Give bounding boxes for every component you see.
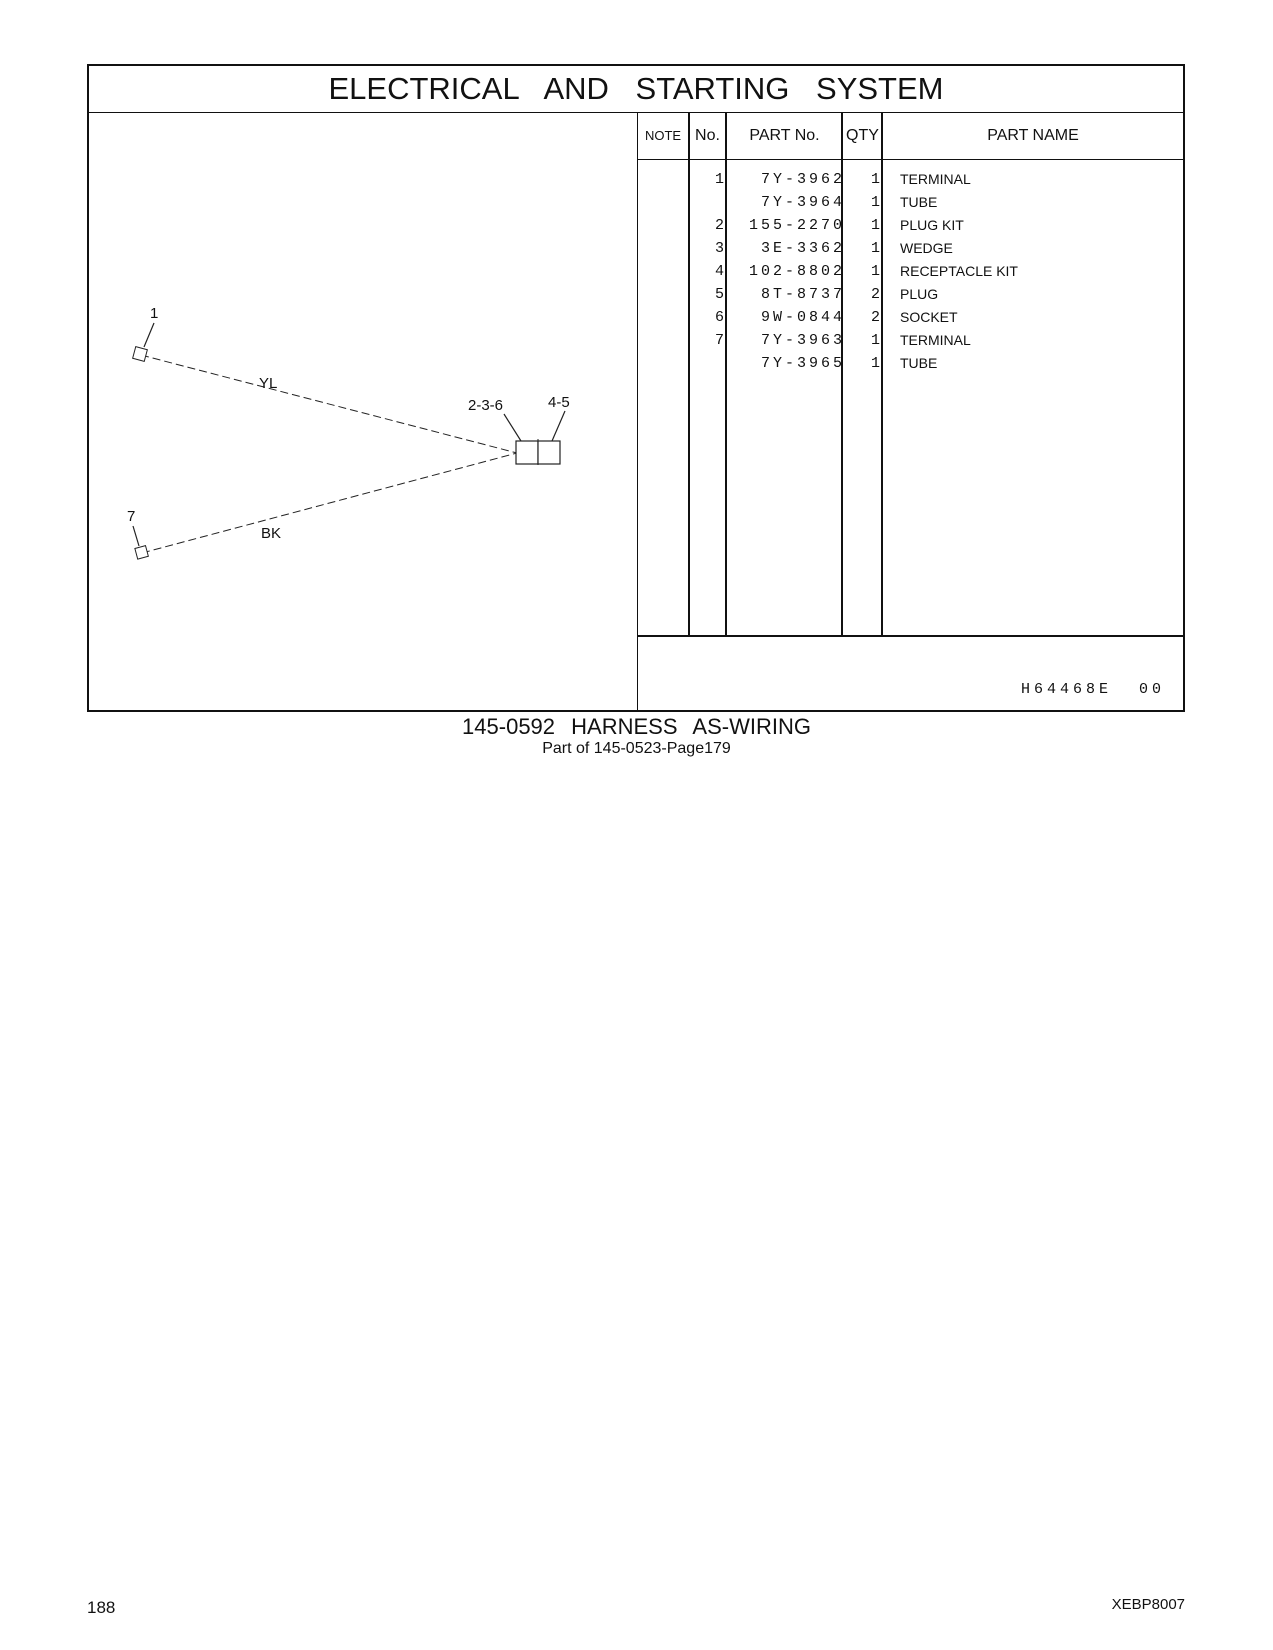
callout-4-5: 4-5 <box>548 394 570 411</box>
row-part-name: WEDGE <box>900 240 953 256</box>
terminal-7-shape <box>135 546 148 559</box>
wire-label-bk: BK <box>261 525 282 542</box>
row-part-name: TUBE <box>900 194 938 210</box>
row-no: 2 <box>714 217 724 234</box>
caption-title: 145-0592 HARNESS AS-WIRING <box>462 714 811 739</box>
callout-2-3-6: 2-3-6 <box>468 397 504 414</box>
col-part-name: PART NAME <box>987 127 1079 144</box>
row-part-name: SOCKET <box>900 309 958 325</box>
leader-45 <box>552 411 565 441</box>
table-row <box>638 306 1183 329</box>
row-part-name: TERMINAL <box>900 171 971 187</box>
row-part-no: 7Y-3962 <box>760 171 845 188</box>
row-qty: 1 <box>870 355 880 372</box>
row-qty: 1 <box>870 171 880 188</box>
row-qty: 1 <box>870 240 880 257</box>
page-number: 188 <box>87 1598 116 1617</box>
wire-bk <box>142 453 517 553</box>
row-part-name: TUBE <box>900 355 938 371</box>
row-part-no: 9W-0844 <box>760 309 845 326</box>
row-part-no: 155-2270 <box>748 217 845 234</box>
row-part-no: 102-8802 <box>748 263 845 280</box>
col-part-no: PART No. <box>749 127 820 144</box>
wire-yl <box>141 355 517 453</box>
row-qty: 1 <box>870 194 880 211</box>
table-row <box>638 191 1183 214</box>
row-no: 4 <box>714 263 724 280</box>
parts-frame <box>87 64 1185 712</box>
leader-1 <box>144 323 154 347</box>
connector-plug <box>516 441 538 464</box>
row-part-name: TERMINAL <box>900 332 971 348</box>
caption-subtitle: Part of 145-0523-Page179 <box>542 740 731 757</box>
row-part-name: RECEPTACLE KIT <box>900 263 1018 279</box>
row-no: 6 <box>714 309 724 326</box>
table-row <box>638 329 1183 352</box>
row-qty: 2 <box>870 286 880 303</box>
col-qty: QTY <box>846 127 879 144</box>
leader-236 <box>504 414 521 441</box>
row-part-no: 7Y-3964 <box>760 194 845 211</box>
row-no: 1 <box>714 171 724 188</box>
row-qty: 1 <box>870 332 880 349</box>
drawing-number: H64468E 00 <box>1020 681 1165 698</box>
row-part-no: 3E-3362 <box>760 240 845 257</box>
table-row <box>638 237 1183 260</box>
col-no: No. <box>695 127 720 144</box>
table-row <box>638 283 1183 306</box>
col-note: NOTE <box>644 128 682 143</box>
table-row <box>638 352 1183 375</box>
document-id: XEBP8007 <box>1111 1596 1185 1613</box>
table-row <box>638 260 1183 283</box>
row-qty: 2 <box>870 309 880 326</box>
page-title: ELECTRICAL AND STARTING SYSTEM <box>89 66 1183 113</box>
terminal-1-shape <box>133 347 148 362</box>
leader-7 <box>133 526 139 546</box>
callout-1: 1 <box>150 305 159 322</box>
row-part-name: PLUG <box>900 286 939 302</box>
row-no: 7 <box>714 332 724 349</box>
row-part-no: 7Y-3965 <box>760 355 845 372</box>
wiring-diagram <box>89 113 638 710</box>
row-no: 3 <box>714 240 724 257</box>
row-part-no: 7Y-3963 <box>760 332 845 349</box>
wire-label-yl: YL <box>259 375 278 392</box>
harness-drawing <box>89 113 638 710</box>
row-qty: 1 <box>870 217 880 234</box>
row-qty: 1 <box>870 263 880 280</box>
table-header <box>638 113 1183 160</box>
table-row <box>638 214 1183 237</box>
table-row <box>638 168 1183 191</box>
callout-7: 7 <box>127 508 136 525</box>
row-no: 5 <box>714 286 724 303</box>
row-part-name: PLUG KIT <box>900 217 964 233</box>
parts-table <box>638 113 1183 710</box>
row-part-no: 8T-8737 <box>760 286 845 303</box>
table-body <box>638 168 1183 375</box>
figure-caption <box>0 714 1273 758</box>
connector-receptacle <box>538 441 560 464</box>
divider <box>638 635 1183 637</box>
